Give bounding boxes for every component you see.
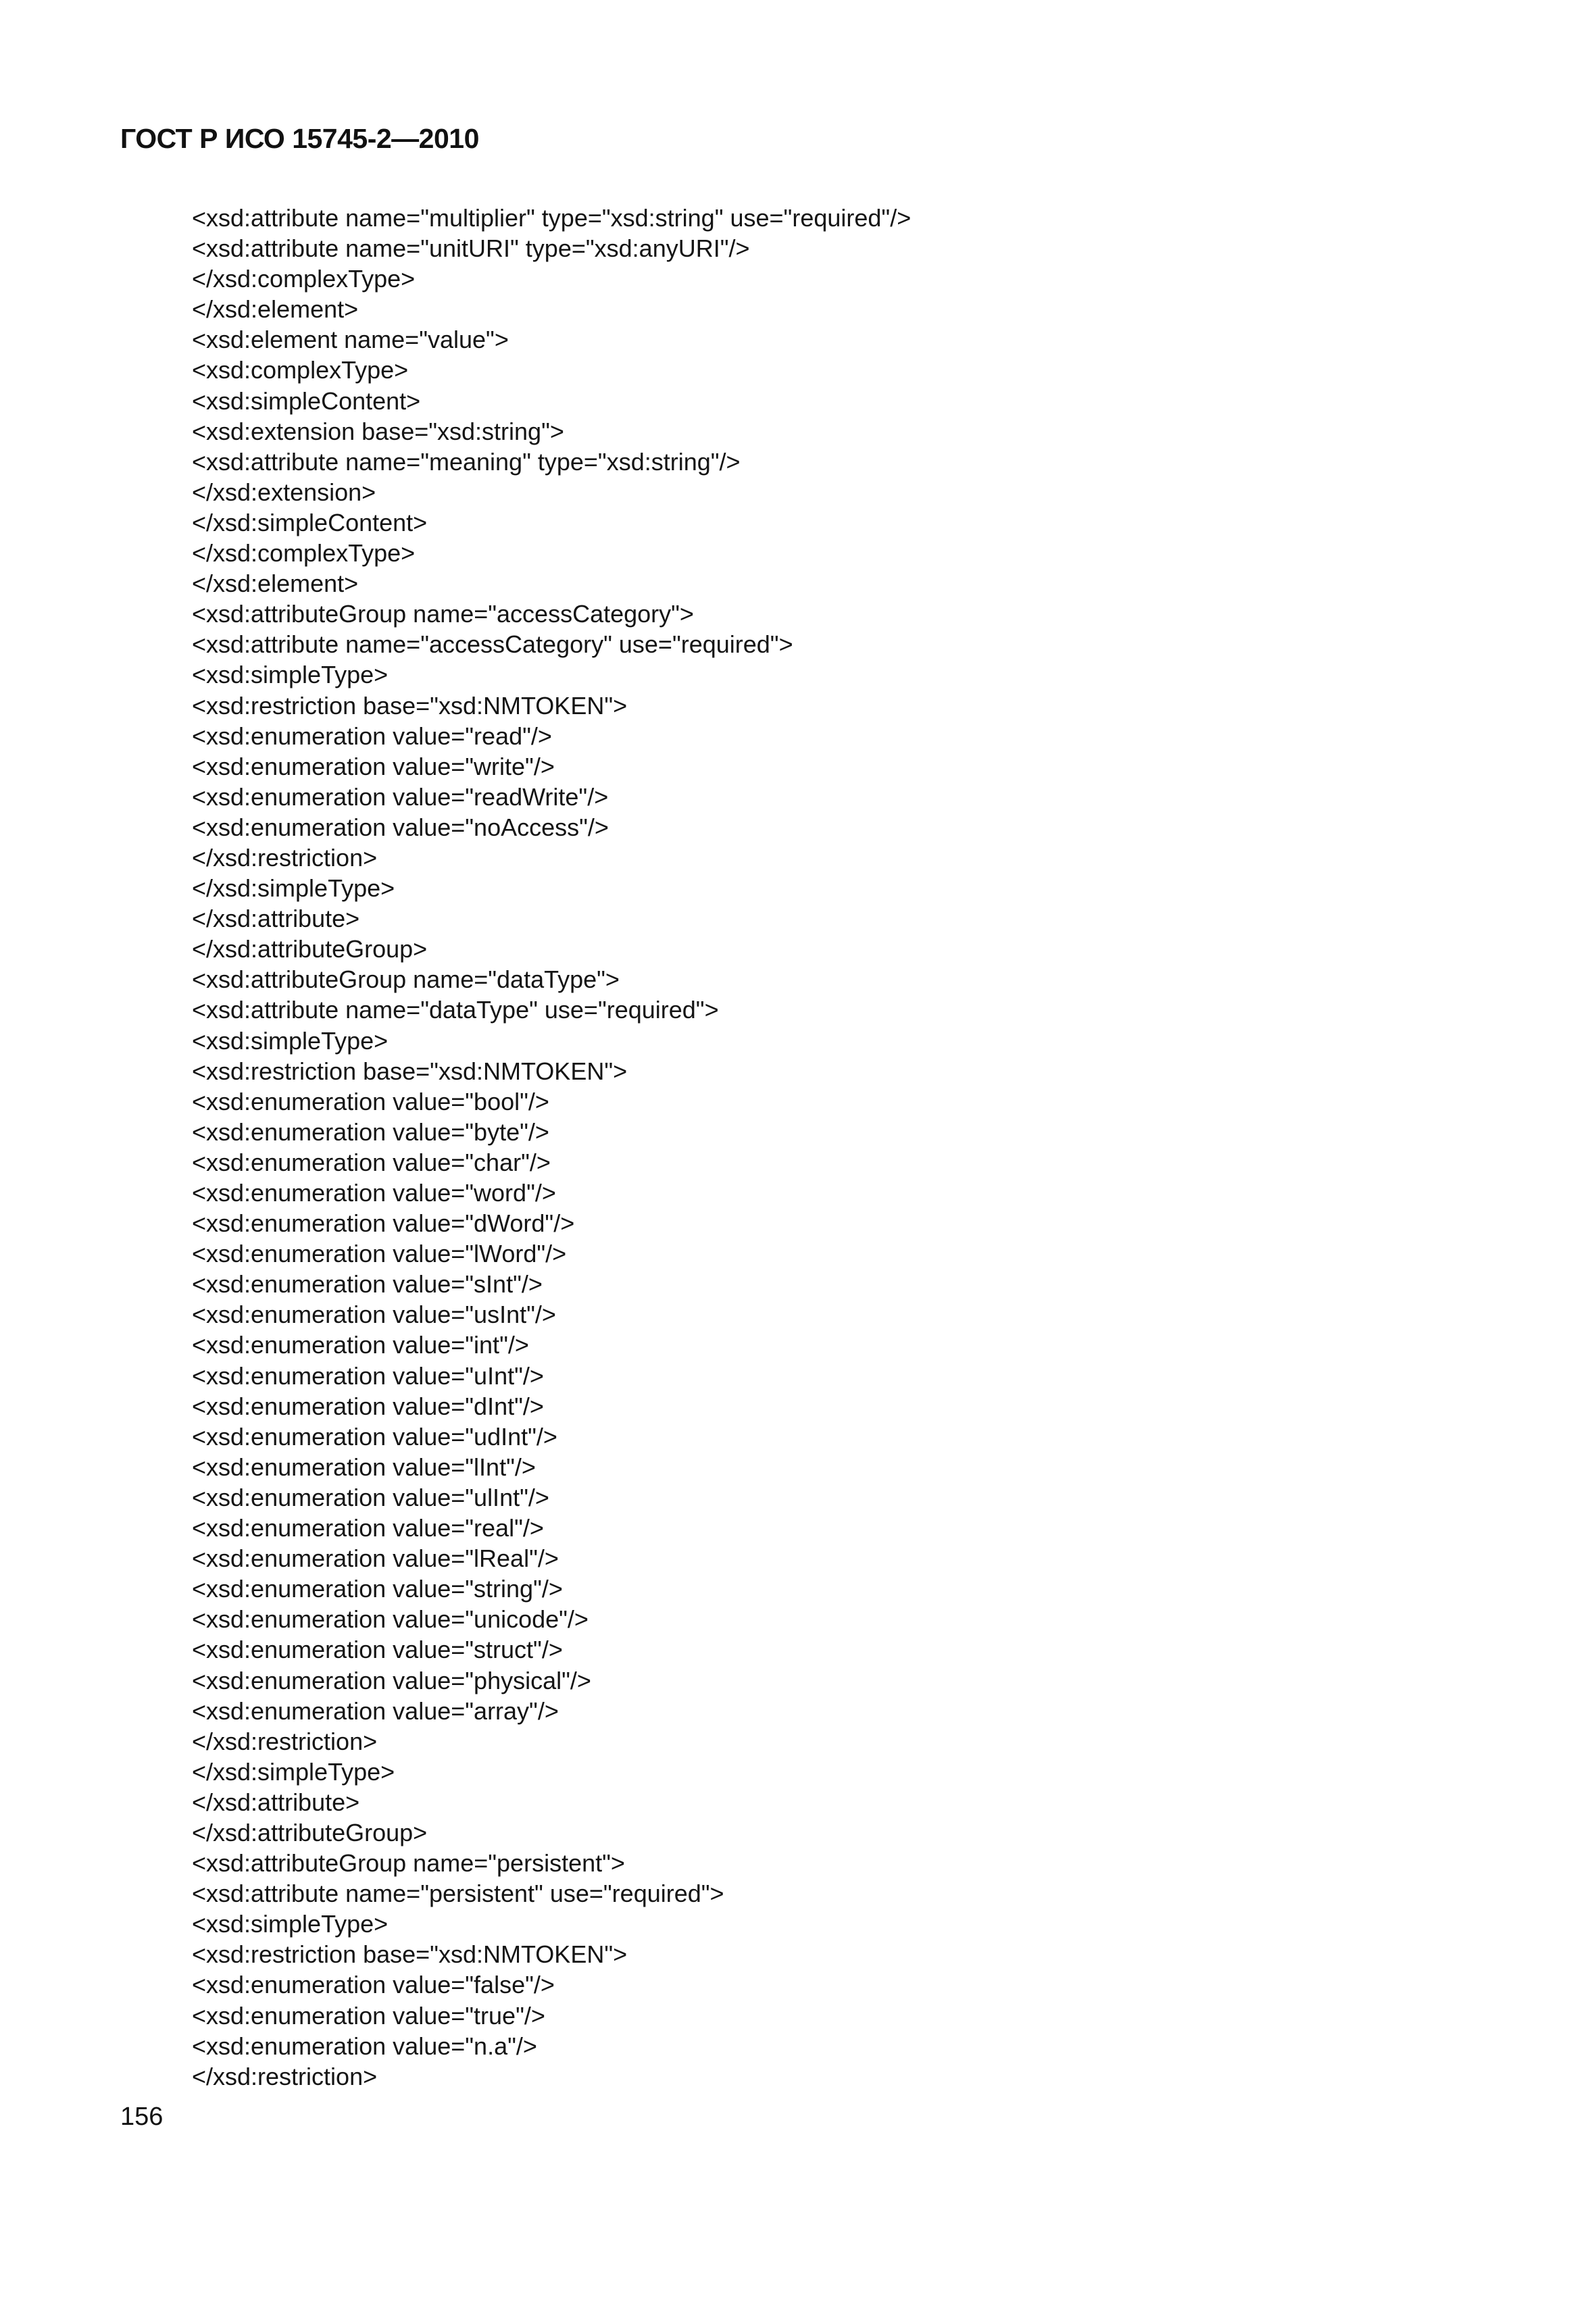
xsd-code-listing (192, 203, 911, 2092)
code-line: </xsd:simpleType> (192, 874, 395, 903)
page-number: 156 (120, 2103, 164, 2131)
code-line: <xsd:enumeration value="n.a"/> (192, 2032, 537, 2060)
code-line: <xsd:enumeration value="dInt"/> (192, 1392, 544, 1420)
code-line: </xsd:restriction> (192, 2062, 378, 2090)
code-line: <xsd:enumeration value="true"/> (192, 2001, 545, 2030)
code-line: <xsd:enumeration value="word"/> (192, 1179, 556, 1207)
code-line: <xsd:extension base="xsd:string"> (192, 417, 564, 445)
code-line: <xsd:element name="value"> (192, 326, 509, 354)
code-line: <xsd:enumeration value="unicode"/> (192, 1605, 589, 1634)
code-line: </xsd:restriction> (192, 1727, 378, 1755)
code-line: <xsd:attribute name="accessCategory" use="required"> (192, 630, 793, 659)
code-line: <xsd:enumeration value="udInt"/> (192, 1422, 557, 1451)
code-line: <xsd:restriction base="xsd:NMTOKEN"> (192, 1940, 628, 1969)
code-line: </xsd:simpleType> (192, 1757, 395, 1786)
code-line: </xsd:element> (192, 570, 359, 598)
code-line: </xsd:complexType> (192, 265, 416, 293)
code-line: <xsd:simpleType> (192, 1910, 389, 1938)
code-line: <xsd:enumeration value="lInt"/> (192, 1453, 536, 1481)
code-line: <xsd:attribute name="multiplier" type="xsd:string" use="required"/> (192, 204, 912, 232)
code-line: <xsd:attribute name="unitURI" type="xsd:anyURI"/> (192, 234, 750, 263)
code-line: <xsd:enumeration value="bool"/> (192, 1087, 549, 1115)
code-line: </xsd:element> (192, 295, 359, 324)
code-line: <xsd:enumeration value="real"/> (192, 1514, 544, 1542)
code-line: <xsd:enumeration value="char"/> (192, 1148, 551, 1176)
code-line: <xsd:enumeration value="dWord"/> (192, 1209, 575, 1238)
code-line: </xsd:restriction> (192, 843, 378, 872)
code-line: <xsd:restriction base="xsd:NMTOKEN"> (192, 691, 628, 720)
code-line: <xsd:enumeration value="false"/> (192, 1971, 555, 1999)
code-line: <xsd:simpleType> (192, 661, 389, 689)
code-line: <xsd:attributeGroup name="dataType"> (192, 965, 620, 994)
code-line: <xsd:enumeration value="byte"/> (192, 1117, 549, 1146)
code-line: <xsd:enumeration value="lWord"/> (192, 1240, 567, 1268)
code-line: <xsd:enumeration value="ulInt"/> (192, 1483, 549, 1511)
code-line: <xsd:enumeration value="string"/> (192, 1575, 563, 1603)
code-line: <xsd:attribute name="meaning" type="xsd:string"/> (192, 447, 741, 476)
code-line: <xsd:restriction base="xsd:NMTOKEN"> (192, 1057, 628, 1085)
code-line: <xsd:enumeration value="readWrite"/> (192, 782, 609, 811)
code-line: </xsd:simpleContent> (192, 508, 428, 536)
code-line: <xsd:attributeGroup name="persistent"> (192, 1849, 625, 1878)
code-line: <xsd:attributeGroup name="accessCategory"> (192, 600, 694, 628)
code-line: <xsd:enumeration value="sInt"/> (192, 1270, 543, 1299)
code-line: <xsd:attribute name="persistent" use="required"> (192, 1880, 724, 1908)
code-line: <xsd:enumeration value="usInt"/> (192, 1301, 556, 1329)
code-line: <xsd:enumeration value="read"/> (192, 722, 552, 750)
code-line: </xsd:attribute> (192, 1788, 360, 1816)
code-line: <xsd:simpleContent> (192, 386, 421, 415)
code-line: <xsd:simpleType> (192, 1026, 389, 1055)
code-line: <xsd:enumeration value="write"/> (192, 752, 555, 780)
code-line: <xsd:enumeration value="physical"/> (192, 1666, 591, 1694)
code-line: </xsd:complexType> (192, 539, 416, 568)
code-line: <xsd:enumeration value="noAccess"/> (192, 813, 609, 841)
code-line: <xsd:complexType> (192, 356, 409, 384)
code-line: <xsd:enumeration value="array"/> (192, 1696, 559, 1725)
code-line: <xsd:enumeration value="uInt"/> (192, 1361, 544, 1390)
standard-header: ГОСТ Р ИСО 15745-2—2010 (120, 123, 479, 154)
code-line: </xsd:attribute> (192, 905, 360, 933)
code-line: </xsd:attributeGroup> (192, 935, 428, 963)
code-line: </xsd:attributeGroup> (192, 1818, 428, 1846)
code-line: <xsd:attribute name="dataType" use="required"> (192, 996, 719, 1024)
code-line: <xsd:enumeration value="lReal"/> (192, 1544, 559, 1573)
code-line: <xsd:enumeration value="int"/> (192, 1331, 529, 1359)
code-line: <xsd:enumeration value="struct"/> (192, 1636, 563, 1664)
code-line: </xsd:extension> (192, 478, 376, 506)
